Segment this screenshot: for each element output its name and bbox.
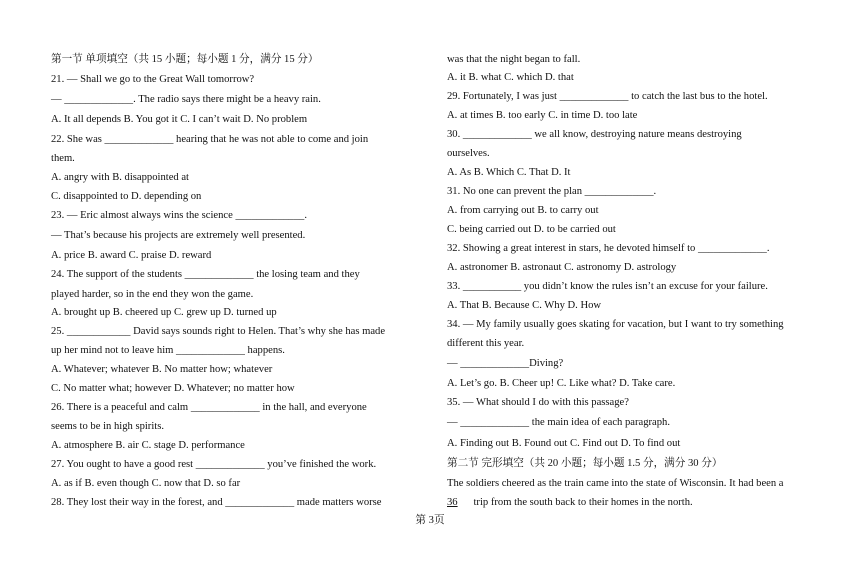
options-line: A. Whatever; whatever B. No matter how; whatever — [51, 364, 273, 375]
passage-line — [447, 496, 693, 509]
passage-text: trip from the south back to their homes in the north. — [457, 497, 693, 508]
options-line: A. Let’s go. B. Cheer up! C. Like what? D. Take care. — [447, 378, 676, 389]
question-line: 28. They lost their way in the forest, and _____________ made matters worse — [51, 497, 382, 508]
question-line: 23. — Eric almost always wins the science _____________. — [51, 210, 307, 221]
options-line: A. it B. what C. which D. that — [447, 72, 574, 83]
options-line: C. being carried out D. to be carried out — [447, 224, 616, 235]
options-line: A. It all depends B. You got it C. I can’t wait D. No problem — [51, 114, 308, 125]
options-line: A. brought up B. cheered up C. grew up D. turned up — [51, 307, 277, 318]
question-line: — _____________Diving? — [447, 358, 564, 369]
question-line: 26. There is a peaceful and calm _____________ in the hall, and everyone — [51, 402, 367, 413]
question-line: 31. No one can prevent the plan _____________. — [447, 186, 657, 197]
options-line: A. That B. Because C. Why D. How — [447, 300, 602, 311]
question-line: 25. ____________ David says sounds right to Helen. That’s why she has made — [51, 326, 386, 337]
question-line: 34. — My family usually goes skating for vacation, but I want to try something — [447, 319, 784, 330]
question-line: up her mind not to leave him _____________ happens. — [51, 345, 285, 356]
section-heading: 第一节 单项填空（共 15 小题；每小题 1 分，满分 15 分） — [51, 54, 319, 65]
section-heading: 第二节 完形填空（共 20 小题；每小题 1.5 分，满分 30 分） — [447, 458, 723, 469]
blank-number: 36 — [447, 497, 458, 508]
question-line: 21. — Shall we go to the Great Wall tomorrow? — [51, 74, 255, 85]
options-line: A. atmosphere B. air C. stage D. performance — [51, 440, 245, 451]
question-line: 32. Showing a great interest in stars, he devoted himself to _____________. — [447, 243, 770, 254]
options-line: C. No matter what; however D. Whatever; no matter how — [51, 383, 295, 394]
options-line: A. at times B. too early C. in time D. too late — [447, 110, 638, 121]
question-line: different this year. — [447, 338, 525, 349]
question-line: seems to be in high spirits. — [51, 421, 164, 432]
options-line: A. astronomer B. astronaut C. astronomy D. astrology — [447, 262, 677, 273]
question-line: 33. ___________ you didn’t know the rules isn’t an excuse for your failure. — [447, 281, 768, 292]
question-line: ourselves. — [447, 148, 490, 159]
passage-line: The soldiers cheered as the train came into the state of Wisconsin. It had been a — [447, 478, 784, 489]
question-line: 27. You ought to have a good rest _____________ you’ve finished the work. — [51, 459, 377, 470]
question-line: 35. — What should I do with this passage? — [447, 397, 629, 408]
options-line: A. as if B. even though C. now that D. so far — [51, 478, 241, 489]
options-line: A. angry with B. disappointed at — [51, 172, 189, 183]
question-line: 22. She was _____________ hearing that he was not able to come and join — [51, 134, 369, 145]
options-line: A. from carrying out B. to carry out — [447, 205, 599, 216]
question-line: — _____________ the main idea of each paragraph. — [447, 417, 670, 428]
options-line: A. As B. Which C. That D. It — [447, 167, 571, 178]
question-line: was that the night began to fall. — [447, 54, 581, 65]
question-line: them. — [51, 153, 75, 164]
question-line: played harder, so in the end they won the game. — [51, 289, 254, 300]
options-line: A. price B. award C. praise D. reward — [51, 250, 212, 261]
options-line: A. Finding out B. Found out C. Find out D. To find out — [447, 438, 681, 449]
question-line: 30. _____________ we all know, destroying nature means destroying — [447, 129, 742, 140]
question-line: 24. The support of the students _____________ the losing team and they — [51, 269, 360, 280]
question-line: — _____________. The radio says there might be a heavy rain. — [51, 94, 321, 105]
question-line: 29. Fortunately, I was just _____________ to catch the last bus to the hotel. — [447, 91, 768, 102]
question-line: — That’s because his projects are extremely well presented. — [51, 230, 306, 241]
page-number: 第 3页 — [415, 515, 445, 526]
options-line: C. disappointed to D. depending on — [51, 191, 202, 202]
